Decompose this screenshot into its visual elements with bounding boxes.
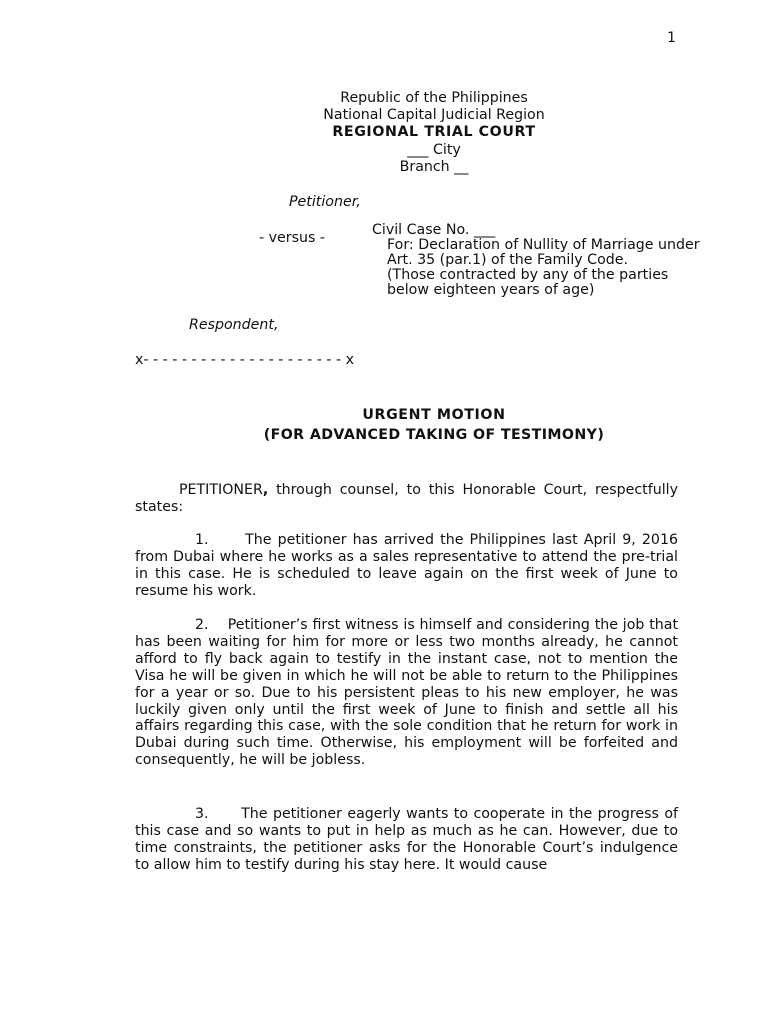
paragraph-2: [135, 617, 678, 769]
paragraph-3-number: 3.: [195, 806, 209, 822]
paragraph-3-text: The petitioner eagerly wants to cooperate in the progress of this case and so wants to put in help as much as he can. However, due to time constraints, the petitioner asks for the Honorable Court’s indulgence to allow him to testify during his stay here. It would cause: [135, 806, 679, 873]
caption-separator: x- - - - - - - - - - - - - - - - - - - - - x: [135, 352, 355, 368]
case-for-line-4: below eighteen years of age): [387, 282, 595, 298]
paragraph-1: [135, 532, 678, 600]
header-republic: Republic of the Philippines: [340, 90, 528, 106]
paragraph-1-text: The petitioner has arrived the Philippines last April 9, 2016 from Dubai where he works as a sales representative to attend the pre-trial in this case. He is scheduled to leave again on the first week of June to resume his work.: [135, 532, 678, 599]
respondent-label: Respondent,: [189, 317, 279, 333]
case-for-line-1: For: Declaration of Nullity of Marriage under: [387, 237, 700, 253]
header-court: REGIONAL TRIAL COURT: [332, 124, 536, 140]
intro-petitioner: PETITIONER: [179, 482, 263, 498]
case-for-line-3: (Those contracted by any of the parties: [387, 267, 669, 283]
page-number: 1: [667, 30, 677, 46]
header-branch: Branch __: [399, 159, 469, 175]
paragraph-2-text: Petitioner’s first witness is himself and considering the job that has been waiting for him for more or less two months already, he cannot afford to fly back again to testify in the instant case, not to mention the Visa he will be given in which he will not be able to return to the Philippines for a year or so. Due to his persistent pleas to his new employer, he was luckily given only until the first week of June to finish and settle all his affairs regarding this case, with the sole condition that he return for work in Dubai during such time. Otherwise, his employment will be forfeited and consequently, he will be jobless.: [135, 617, 679, 769]
case-number: Civil Case No. ___: [372, 222, 496, 238]
paragraph-1-number: 1.: [195, 532, 209, 548]
intro-text: through counsel, to this Honorable Court, respectfully states:: [135, 482, 678, 515]
petitioner-label: Petitioner,: [289, 194, 361, 210]
case-for-line-2: Art. 35 (par.1) of the Family Code.: [387, 252, 628, 268]
versus-label: - versus -: [259, 230, 325, 246]
paragraph-3: [135, 806, 678, 874]
intro-comma: ,: [262, 482, 269, 498]
header-region: National Capital Judicial Region: [323, 107, 545, 123]
motion-subtitle: (FOR ADVANCED TAKING OF TESTIMONY): [263, 427, 605, 443]
paragraph-2-number: 2.: [195, 617, 209, 633]
header-city: ___ City: [407, 142, 461, 158]
intro-paragraph: [135, 482, 678, 516]
motion-title: URGENT MOTION: [362, 407, 506, 423]
